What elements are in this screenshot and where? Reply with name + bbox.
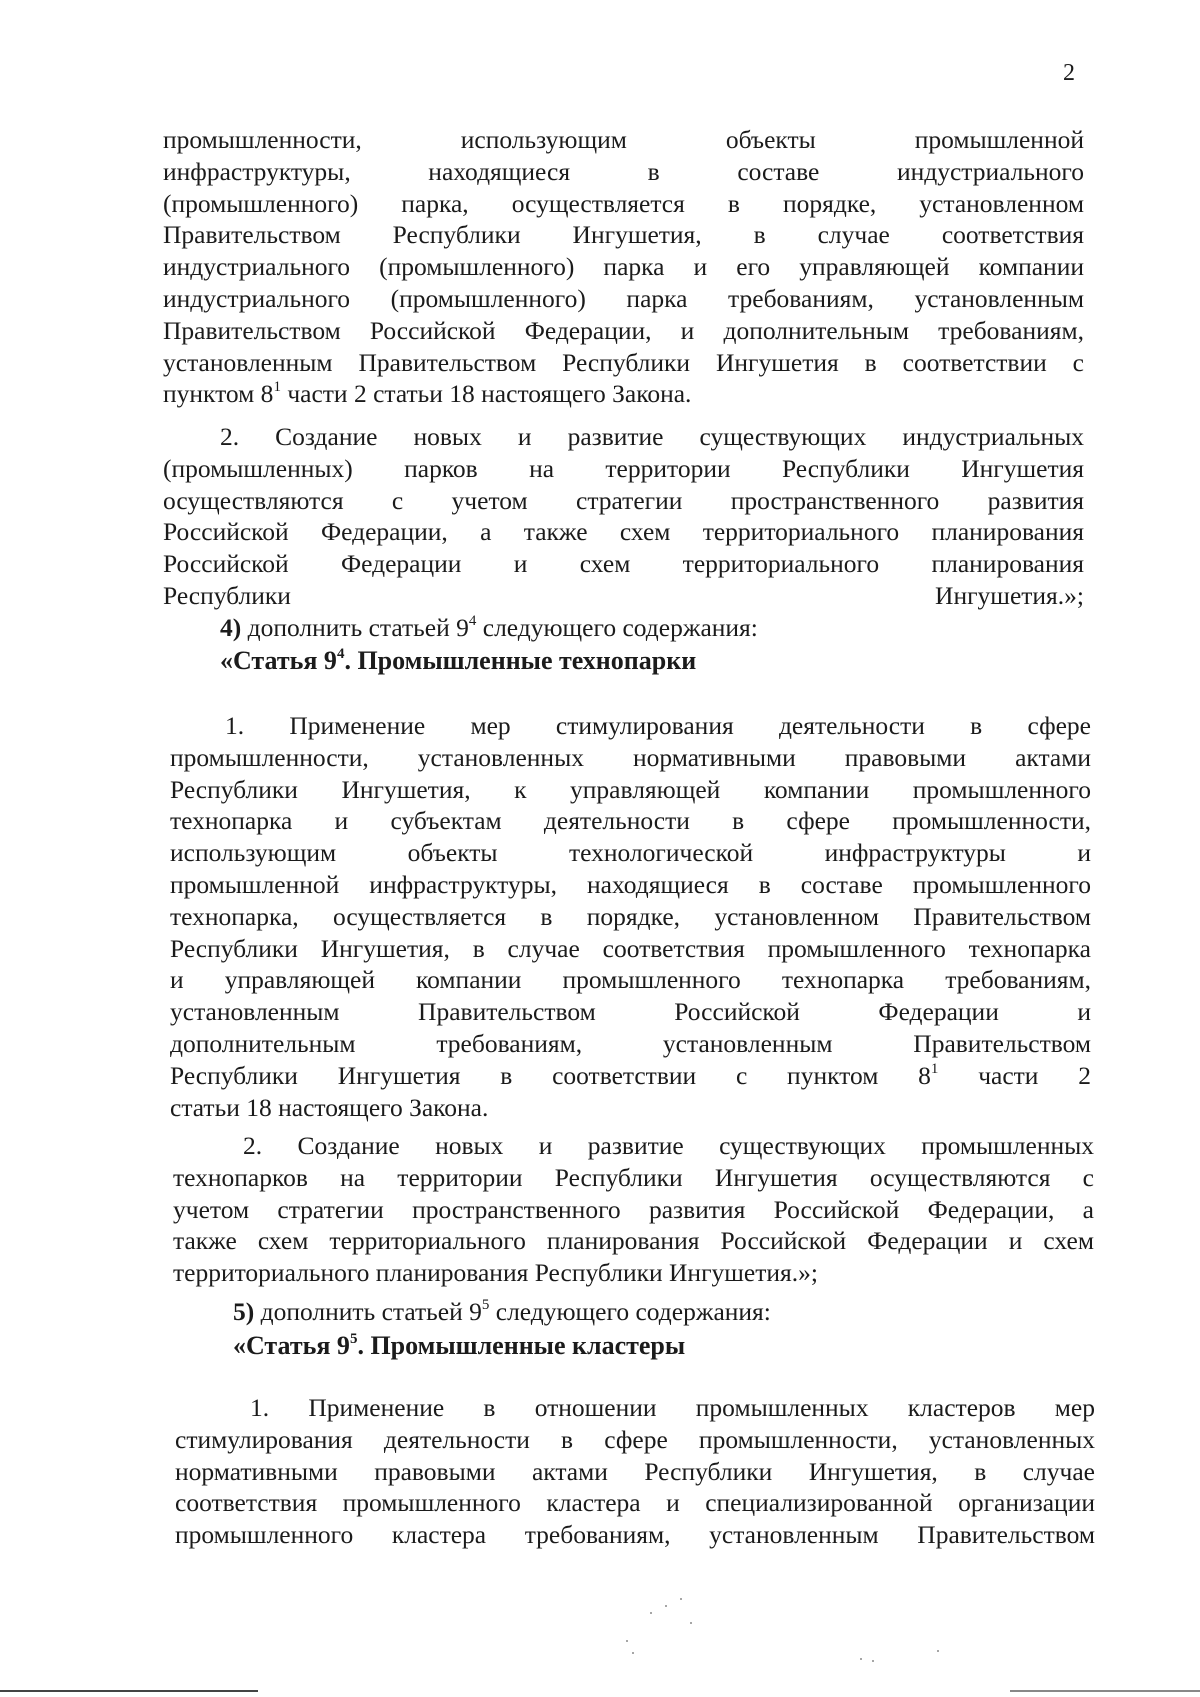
- scan-edge-line-right: [1010, 1690, 1200, 1692]
- text-line: индустриального (промышленного) парка требованиям, установленным: [163, 283, 1084, 313]
- text-line: (промышленного) парка, осуществляется в порядке, установленном: [163, 188, 1084, 218]
- amendment-5: 5) дополнить статьей $9^5$ следующего содержания:: [233, 1297, 771, 1326]
- scan-edge-line: [0, 1690, 258, 1692]
- amendment-number: 4): [220, 613, 242, 642]
- text-line: также схем территориального планирования Российской Федерации и схем: [173, 1226, 1094, 1256]
- text-line: Правительством Республики Ингушетия, в случае соответствия: [163, 220, 1084, 250]
- text-line: осуществляются с учетом стратегии пространственного развития: [163, 485, 1084, 515]
- paragraph-parks-item-2: [163, 421, 1084, 612]
- text-line: 2. Создание новых и развитие существующих индустриальных: [220, 422, 1084, 451]
- text-line: промышленности, установленных нормативными правовыми актами: [170, 742, 1091, 772]
- text-line: Республики Ингушетия, в случае соответствия промышленного технопарка: [170, 933, 1091, 963]
- text-line: соответствия промышленного кластера и специализированной организации: [175, 1488, 1095, 1518]
- text-line: Республики Ингушетия.»;: [163, 580, 1084, 610]
- text-line: Республики Ингушетия, к управляющей компании промышленного: [170, 774, 1091, 804]
- text-line: Российской Федерации и схем территориального планирования: [163, 549, 1084, 579]
- text-line: установленным Правительством Республики Ингушетия в соответствии с: [163, 347, 1084, 377]
- text-line: промышленного кластера требованиям, установленным Правительством: [175, 1520, 1095, 1550]
- text-line: 1. Применение мер стимулирования деятельности в сфере: [225, 711, 1091, 740]
- text-line: территориального планирования Республики Ингушетия.»;: [173, 1258, 818, 1288]
- text-line: (промышленных) парков на территории Республики Ингушетия: [163, 453, 1084, 483]
- paragraph-technoparks-item-1: [170, 710, 1091, 1123]
- paragraph-continuation: [163, 124, 1084, 410]
- text-line: Российской Федерации, а также схем территориального планирования: [163, 517, 1084, 547]
- amendment-number: 5): [233, 1297, 255, 1326]
- text-line: использующим объекты технологической инфраструктуры и: [170, 838, 1091, 868]
- page-number: 2: [1063, 60, 1075, 86]
- text-line: 2. Создание новых и развитие существующих промышленных: [243, 1131, 1094, 1160]
- amendment-4: 4) дополнить статьей $9^4$ следующего содержания:: [220, 613, 758, 642]
- text-line: дополнительным требованиям, установленным Правительством: [170, 1028, 1091, 1058]
- text-line: статьи 18 настоящего Закона.: [170, 1092, 489, 1122]
- text-line: Республики Ингушетия в соответствии с пунктом $8^1$ части 2: [170, 1060, 1091, 1090]
- text-line: стимулирования деятельности в сфере промышленности, установленных: [175, 1424, 1095, 1454]
- text-line: индустриального (промышленного) парка и его управляющей компании: [163, 252, 1084, 282]
- text-line: пунктом $8^1$ части 2 статьи 18 настоящего Закона.: [163, 379, 692, 409]
- text-line: промышленности, использующим объекты промышленной: [163, 125, 1084, 154]
- text-line: инфраструктуры, находящиеся в составе индустриального: [163, 156, 1084, 186]
- text-line: учетом стратегии пространственного развития Российской Федерации, а: [173, 1194, 1094, 1224]
- text-line: 1. Применение в отношении промышленных кластеров мер: [250, 1393, 1095, 1422]
- article-heading-9-5: «Статья $9^5$. Промышленные кластеры: [233, 1331, 686, 1360]
- text-line: и управляющей компании промышленного технопарка требованиям,: [170, 965, 1091, 995]
- text-line: технопарка, осуществляется в порядке, установленном Правительством: [170, 901, 1091, 931]
- paragraph-technoparks-item-2: [173, 1130, 1094, 1289]
- text-line: технопарка и субъектам деятельности в сфере промышленности,: [170, 806, 1091, 836]
- text-line: нормативными правовыми актами Республики Ингушетия, в случае: [175, 1456, 1095, 1486]
- text-line: технопарков на территории Республики Ингушетия осуществляются с: [173, 1162, 1094, 1192]
- text-line: Правительством Российской Федерации, и дополнительным требованиям,: [163, 315, 1084, 345]
- paragraph-clusters-item-1: [175, 1392, 1095, 1551]
- text-line: промышленной инфраструктуры, находящиеся в составе промышленного: [170, 869, 1091, 899]
- text-line: установленным Правительством Российской Федерации и: [170, 997, 1091, 1027]
- article-heading-9-4: «Статья $9^4$. Промышленные технопарки: [220, 646, 697, 675]
